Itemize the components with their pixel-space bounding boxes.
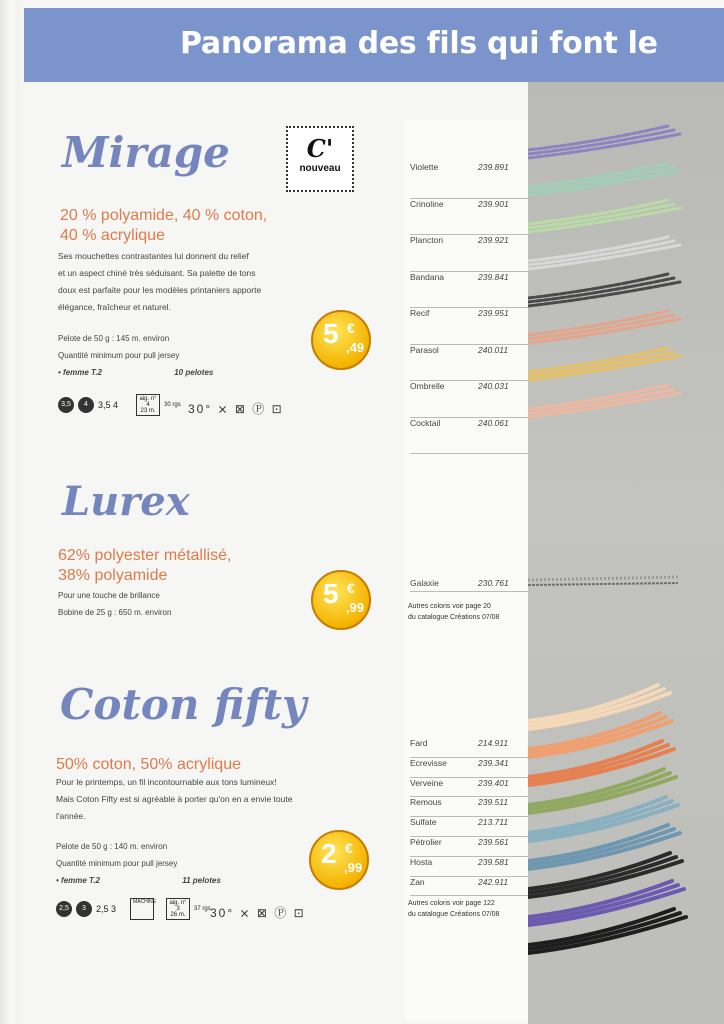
gauge-meters: 26 m. (170, 912, 186, 918)
color-name: Galaxie (410, 578, 439, 588)
color-reference: 239.841 (478, 271, 509, 282)
price-euros: 5 (323, 318, 339, 349)
page-title: Panorama des fils qui font le (180, 26, 658, 61)
yarn-strand (528, 278, 674, 302)
description-line: l'année. (56, 811, 86, 821)
color-row (410, 308, 528, 345)
color-name: Zan (410, 876, 425, 887)
needle-size-icon: 2,5 (56, 901, 72, 917)
lurex-title: Lurex (62, 478, 190, 525)
spec-line: Pelote de 50 g : 140 m. environ (56, 842, 168, 851)
color-reference: 239.401 (478, 777, 509, 788)
color-row (410, 877, 528, 897)
color-reference: 214.911 (478, 738, 509, 748)
color-row (410, 797, 528, 817)
gauge-icon (136, 394, 160, 416)
color-name: Parasol (410, 344, 439, 355)
description-line: Pour le printemps, un fil incontournable aux tons lumineux! (56, 777, 277, 787)
color-name: Sulfate (410, 817, 437, 828)
color-name: Ecrevisse (410, 757, 447, 768)
machine-icon: MACHINE (130, 898, 154, 920)
coton-price-badge (309, 830, 369, 890)
color-reference: 240.031 (478, 381, 509, 391)
coton-composition: 50% coton, 50% acrylique (56, 756, 241, 773)
price-cents: ,99 (344, 860, 363, 875)
yarn-strand (528, 167, 674, 191)
needle-size-icon: 3 (76, 901, 92, 917)
coton-description (56, 774, 366, 825)
yarn-strand (528, 204, 674, 228)
gauge-rows: 30 rgs (164, 402, 181, 408)
price-cents: ,99 (346, 600, 365, 615)
color-reference: 230.761 (478, 578, 509, 588)
yarn-strand (528, 237, 668, 261)
composition-line: 20 % polyamide, 40 % coton, (60, 207, 268, 224)
spec-line (58, 364, 308, 381)
mirage-care-icons: 30° ⨯ ⊠ Ⓟ ⊡ (188, 402, 284, 416)
color-row (410, 199, 528, 236)
coton-yarn-photo (528, 655, 724, 975)
description-line: élégance, fraîcheur et naturel. (58, 302, 171, 312)
lurex-color-table (410, 578, 528, 592)
yarn-strand (528, 311, 668, 335)
color-name: Violette (410, 162, 439, 172)
color-reference: 240.011 (478, 344, 509, 355)
yarn-strand (528, 348, 668, 372)
coton-note (408, 898, 499, 920)
color-name: Ombrelle (410, 381, 445, 391)
badge-logo: C' (306, 134, 334, 163)
color-reference: 239.951 (478, 308, 509, 318)
color-reference: 239.581 (478, 856, 509, 867)
price-euros: 2 (321, 838, 337, 869)
yarn-strand (528, 274, 668, 298)
yarn-strand (528, 352, 674, 376)
knitting-needles-icon: 2,5 3 (96, 903, 117, 914)
needle-size-icon: 3,5 (58, 397, 74, 413)
color-name: Verveine (410, 777, 444, 788)
spec-line: Quantité minimum pour pull jersey (58, 351, 180, 360)
color-row (410, 738, 528, 758)
color-row (410, 272, 528, 309)
spec-quantity: 10 pelotes (174, 368, 214, 377)
composition-line: 38% polyamide (58, 567, 168, 584)
mirage-color-table (410, 162, 528, 454)
composition-line: 40 % acrylique (60, 227, 165, 244)
color-reference: 239.561 (478, 836, 509, 847)
color-name: Remous (410, 797, 442, 808)
coton-fifty-title: Coton fifty (60, 680, 307, 729)
mirage-composition (60, 206, 267, 246)
color-reference: 242.911 (478, 876, 509, 887)
gauge-meters: 23 m. (140, 408, 156, 414)
gauge-rows: 37 rgs (194, 906, 211, 912)
lurex-yarn-photo (528, 555, 724, 615)
price-euros: 5 (323, 578, 339, 609)
note-line: Autres coloris voir page 122 (408, 900, 495, 907)
spec-size: • femme T.2 (58, 368, 102, 377)
note-line: du catalogue Créations 07/08 (408, 614, 500, 621)
color-reference: 239.921 (478, 235, 509, 245)
yarn-strand (528, 389, 674, 413)
spec-line: Bobine de 25 g : 650 m. environ (58, 608, 172, 617)
note-line: Autres coloris voir page 20 (408, 603, 491, 610)
price-cents: ,49 (346, 340, 365, 355)
page-edge (0, 0, 20, 1024)
gauge-needle: aig. n° 3 (169, 900, 187, 912)
euro-icon: € (347, 580, 355, 596)
mirage-yarn-photo (528, 82, 724, 502)
spec-line: Pour une touche de brillance (58, 591, 160, 600)
spec-line: Quantité minimum pour pull jersey (56, 859, 178, 868)
mirage-price-badge (311, 310, 371, 370)
gauge-needle: aig. n° 4 (139, 396, 157, 408)
color-row (410, 817, 528, 837)
yarn-strand (528, 200, 668, 224)
lurex-yarn-strand (528, 583, 678, 585)
color-reference: 239.511 (478, 797, 509, 808)
mirage-title: Mirage (62, 128, 230, 177)
spec-line (56, 872, 306, 889)
spec-quantity: 11 pelotes (182, 876, 221, 885)
lurex-yarn-strand (528, 577, 678, 580)
lurex-composition (58, 546, 231, 586)
yarn-strand (528, 241, 674, 265)
color-row (410, 381, 528, 418)
color-name: Fard (410, 738, 428, 748)
mirage-knitting-icons (58, 394, 181, 416)
lurex-note (408, 601, 499, 623)
color-name: Cocktail (410, 417, 441, 428)
color-row (410, 578, 528, 592)
color-name: Hosta (410, 856, 433, 867)
color-row (410, 778, 528, 798)
euro-icon: € (347, 320, 355, 336)
color-name: Crinoline (410, 198, 444, 209)
nouveau-badge (286, 126, 354, 192)
color-row (410, 345, 528, 382)
coton-specs (56, 838, 306, 889)
description-line: doux est parfaite pour les modèles printaniers apporte (58, 285, 262, 295)
spec-size: • femme T.2 (56, 876, 100, 885)
lurex-specs (58, 587, 171, 621)
color-reference: 239.901 (478, 198, 509, 209)
color-row (410, 758, 528, 778)
description-line: Mais Coton Fifty est si agréable à porter qu'on en a envie toute (56, 794, 293, 804)
yarn-strand (528, 126, 668, 150)
color-reference: 240.061 (478, 417, 509, 428)
lurex-price-badge (311, 570, 371, 630)
yarn-strand (528, 315, 674, 339)
gauge-icon (166, 898, 190, 920)
composition-line: 62% polyester métallisé, (58, 547, 232, 564)
color-name: Recif (410, 308, 430, 318)
yarn-strand (528, 163, 668, 187)
yarn-strand (528, 385, 668, 409)
description-line: et un aspect chiné très séduisant. Sa palette de tons (58, 268, 256, 278)
color-row (410, 837, 528, 857)
color-name: Bandana (410, 271, 445, 282)
coton-care-icons: 30° ⨯ ⊠ Ⓟ ⊡ (210, 906, 306, 920)
badge-label: nouveau (299, 163, 341, 174)
color-name: Plancton (410, 235, 444, 245)
mirage-specs (58, 330, 308, 381)
spec-line: Pelote de 50 g : 145 m. environ (58, 334, 170, 343)
description-line: Ses mouchettes contrastantes lui donnent du relief (58, 251, 249, 261)
color-row (410, 418, 528, 455)
color-reference: 213.711 (478, 817, 509, 828)
note-line: du catalogue Créations 07/08 (408, 911, 500, 918)
knitting-needles-icon: 3,5 4 (98, 399, 119, 410)
color-reference: 239.891 (478, 162, 509, 172)
euro-icon: € (345, 840, 353, 856)
color-row (410, 857, 528, 877)
color-name: Pétrolier (410, 836, 442, 847)
needle-size-icon: 4 (78, 397, 94, 413)
color-row (410, 235, 528, 272)
coton-color-table (410, 738, 528, 896)
coton-knitting-icons (56, 898, 211, 920)
color-row (410, 162, 528, 199)
yarn-strand (528, 130, 674, 154)
color-reference: 239.341 (478, 757, 509, 768)
mirage-description (58, 248, 358, 316)
